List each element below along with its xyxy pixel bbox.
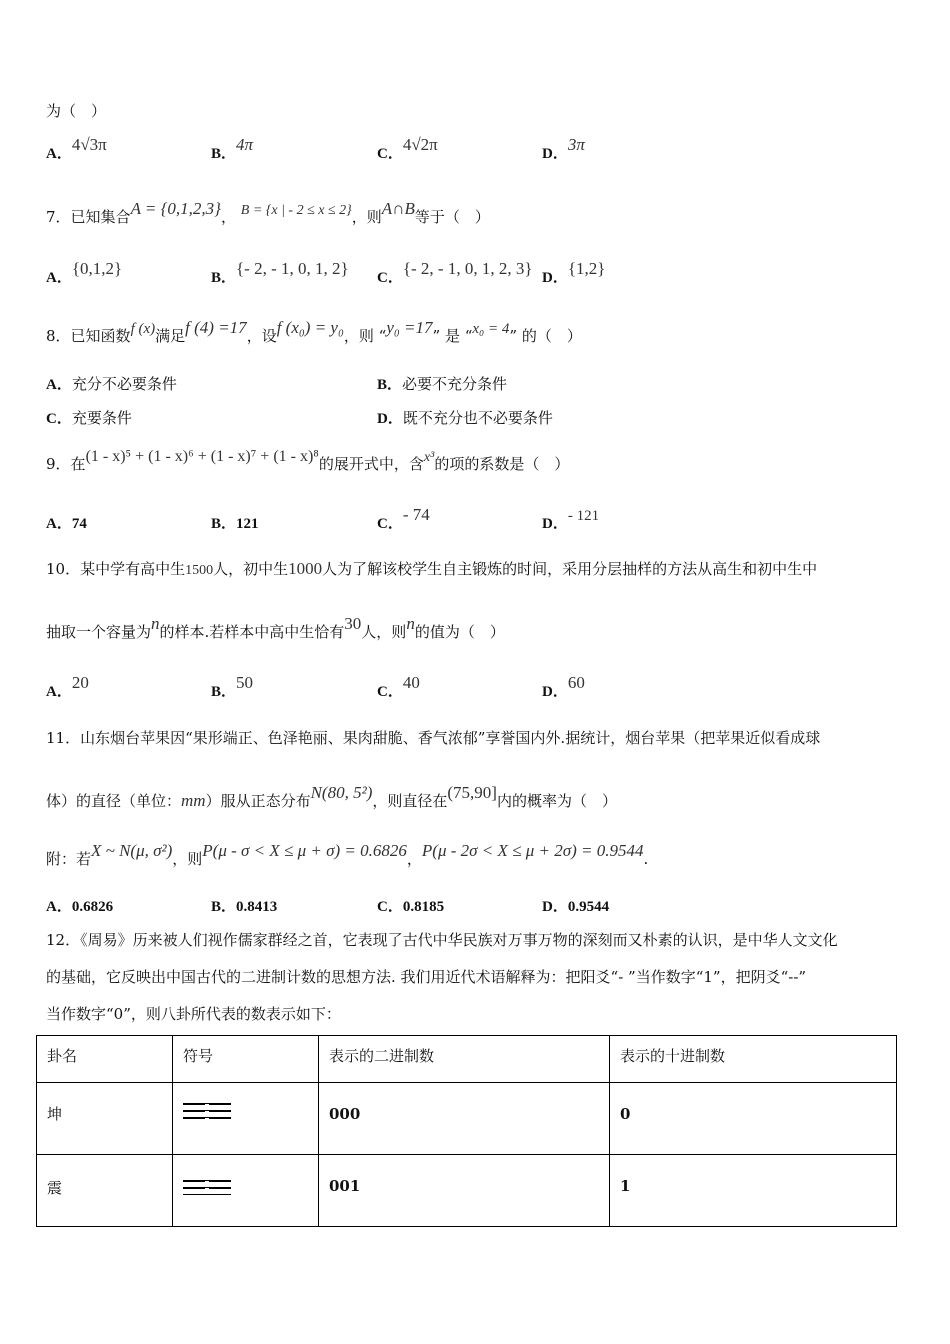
binary-value: 001 (319, 1155, 610, 1227)
binary-value: 000 (319, 1083, 610, 1155)
q7-option-c[interactable]: C．{- 2, - 1, 0, 1, 2, 3} (377, 259, 533, 286)
question-7: 7．已知集合A = {0,1,2,3}， B = {x | - 2 ≤ x ≤ 2}，则A∩B等于（ ） (46, 199, 490, 226)
question-10-line-1: 10．某中学有高中生1500人，初中生1000人为了解该校学生自主锻炼的时间，采用分层抽样的方法从高生和初中生中 (46, 559, 818, 578)
q8-option-a[interactable]: A．充分不必要条件 (46, 375, 177, 393)
question-12-line-1: 12．《周易》历来被人们视作儒家群经之首，它表现了古代中华民族对万事万物的深刻而又朴素的认识，是中华人文文化 (46, 931, 838, 949)
question-11-line-3: 附：若X ~ N(μ, σ²)，则P(μ - σ < X ≤ μ + σ) = 0.6826，P(μ - 2σ < X ≤ μ + 2σ) = 0.9544. (46, 841, 649, 868)
trigram-table (36, 1035, 897, 1227)
trigram-symbol-cell (173, 1083, 319, 1155)
q6-option-d[interactable]: D．3π (542, 135, 585, 162)
question-8: 8．已知函数f (x)满足f (4) =17，设f (x₀) = y₀，则 “y₀ =17” 是 “x₀ = 4” 的（ ） (46, 318, 582, 345)
q8-option-d[interactable]: D．既不充分也不必要条件 (377, 409, 553, 427)
q6-tail: 为（ ） (46, 102, 107, 120)
q10-option-d[interactable]: D．60 (542, 673, 585, 700)
table-header: 表示的十进制数 (610, 1036, 897, 1083)
question-9: 9．在(1 - x)⁵ + (1 - x)⁶ + (1 - x)⁷ + (1 - x)⁸的展开式中，含x³的项的系数是（ ） (46, 448, 570, 473)
q11-option-a[interactable]: A．0.6826 (46, 899, 114, 915)
q9-option-c[interactable]: C．- 74 (377, 505, 430, 532)
q11-option-b[interactable]: B．0.8413 (211, 899, 278, 915)
q11-option-c[interactable]: C．0.8185 (377, 899, 445, 915)
question-11-line-1: 11．山东烟台苹果因“果形端正、色泽艳丽、果肉甜脆、香气浓郁”享誉国内外.据统计，烟台苹果（把苹果近似看成球 (46, 729, 821, 747)
q7-option-a[interactable]: A．{0,1,2} (46, 259, 123, 286)
q6-option-b[interactable]: B．4π (211, 135, 254, 162)
table-header: 卦名 (37, 1036, 173, 1083)
q10-option-c[interactable]: C．40 (377, 673, 420, 700)
trigram-name: 坤 (37, 1083, 173, 1155)
table-header: 符号 (173, 1036, 319, 1083)
q10-option-a[interactable]: A．20 (46, 673, 89, 700)
question-12-line-2: 的基础，它反映出中国古代的二进制计数的思想方法. 我们用近代术语解释为：把阳爻“- ”当作数字“1”，把阴爻“--” (46, 968, 807, 986)
q9-option-d[interactable]: D．- 121 (542, 508, 600, 532)
table-header-row (37, 1036, 897, 1083)
trigram-name: 震 (37, 1155, 173, 1227)
q8-option-c[interactable]: C．充要条件 (46, 409, 132, 427)
q6-option-a[interactable]: A．4√3π (46, 135, 107, 162)
zhen-trigram-icon (183, 1180, 231, 1201)
q6-option-c[interactable]: C．4√2π (377, 135, 438, 162)
question-12-line-3: 当作数字“0”，则八卦所代表的数表示如下： (46, 1005, 341, 1023)
table-row (37, 1083, 897, 1155)
kun-trigram-icon (183, 1103, 231, 1124)
q7-option-d[interactable]: D．{1,2} (542, 259, 606, 286)
decimal-value: 1 (610, 1155, 897, 1227)
decimal-value: 0 (610, 1083, 897, 1155)
q10-option-b[interactable]: B．50 (211, 673, 254, 700)
q9-option-b[interactable]: B．121 (211, 516, 259, 532)
question-11-line-2: 体）的直径（单位：mm）服从正态分布N(80, 5²)，则直径在(75,90]内的概率为（ ） (46, 783, 617, 810)
question-10-line-2: 抽取一个容量为n的样本.若样本中高中生恰有30人，则n的值为（ ） (46, 614, 505, 641)
table-row (37, 1155, 897, 1227)
q7-option-b[interactable]: B．{- 2, - 1, 0, 1, 2} (211, 259, 349, 286)
q8-option-b[interactable]: B．必要不充分条件 (377, 375, 508, 393)
q9-option-a[interactable]: A．74 (46, 516, 87, 532)
trigram-symbol-cell (173, 1155, 319, 1227)
table-header: 表示的二进制数 (319, 1036, 610, 1083)
q11-option-d[interactable]: D．0.9544 (542, 899, 610, 915)
